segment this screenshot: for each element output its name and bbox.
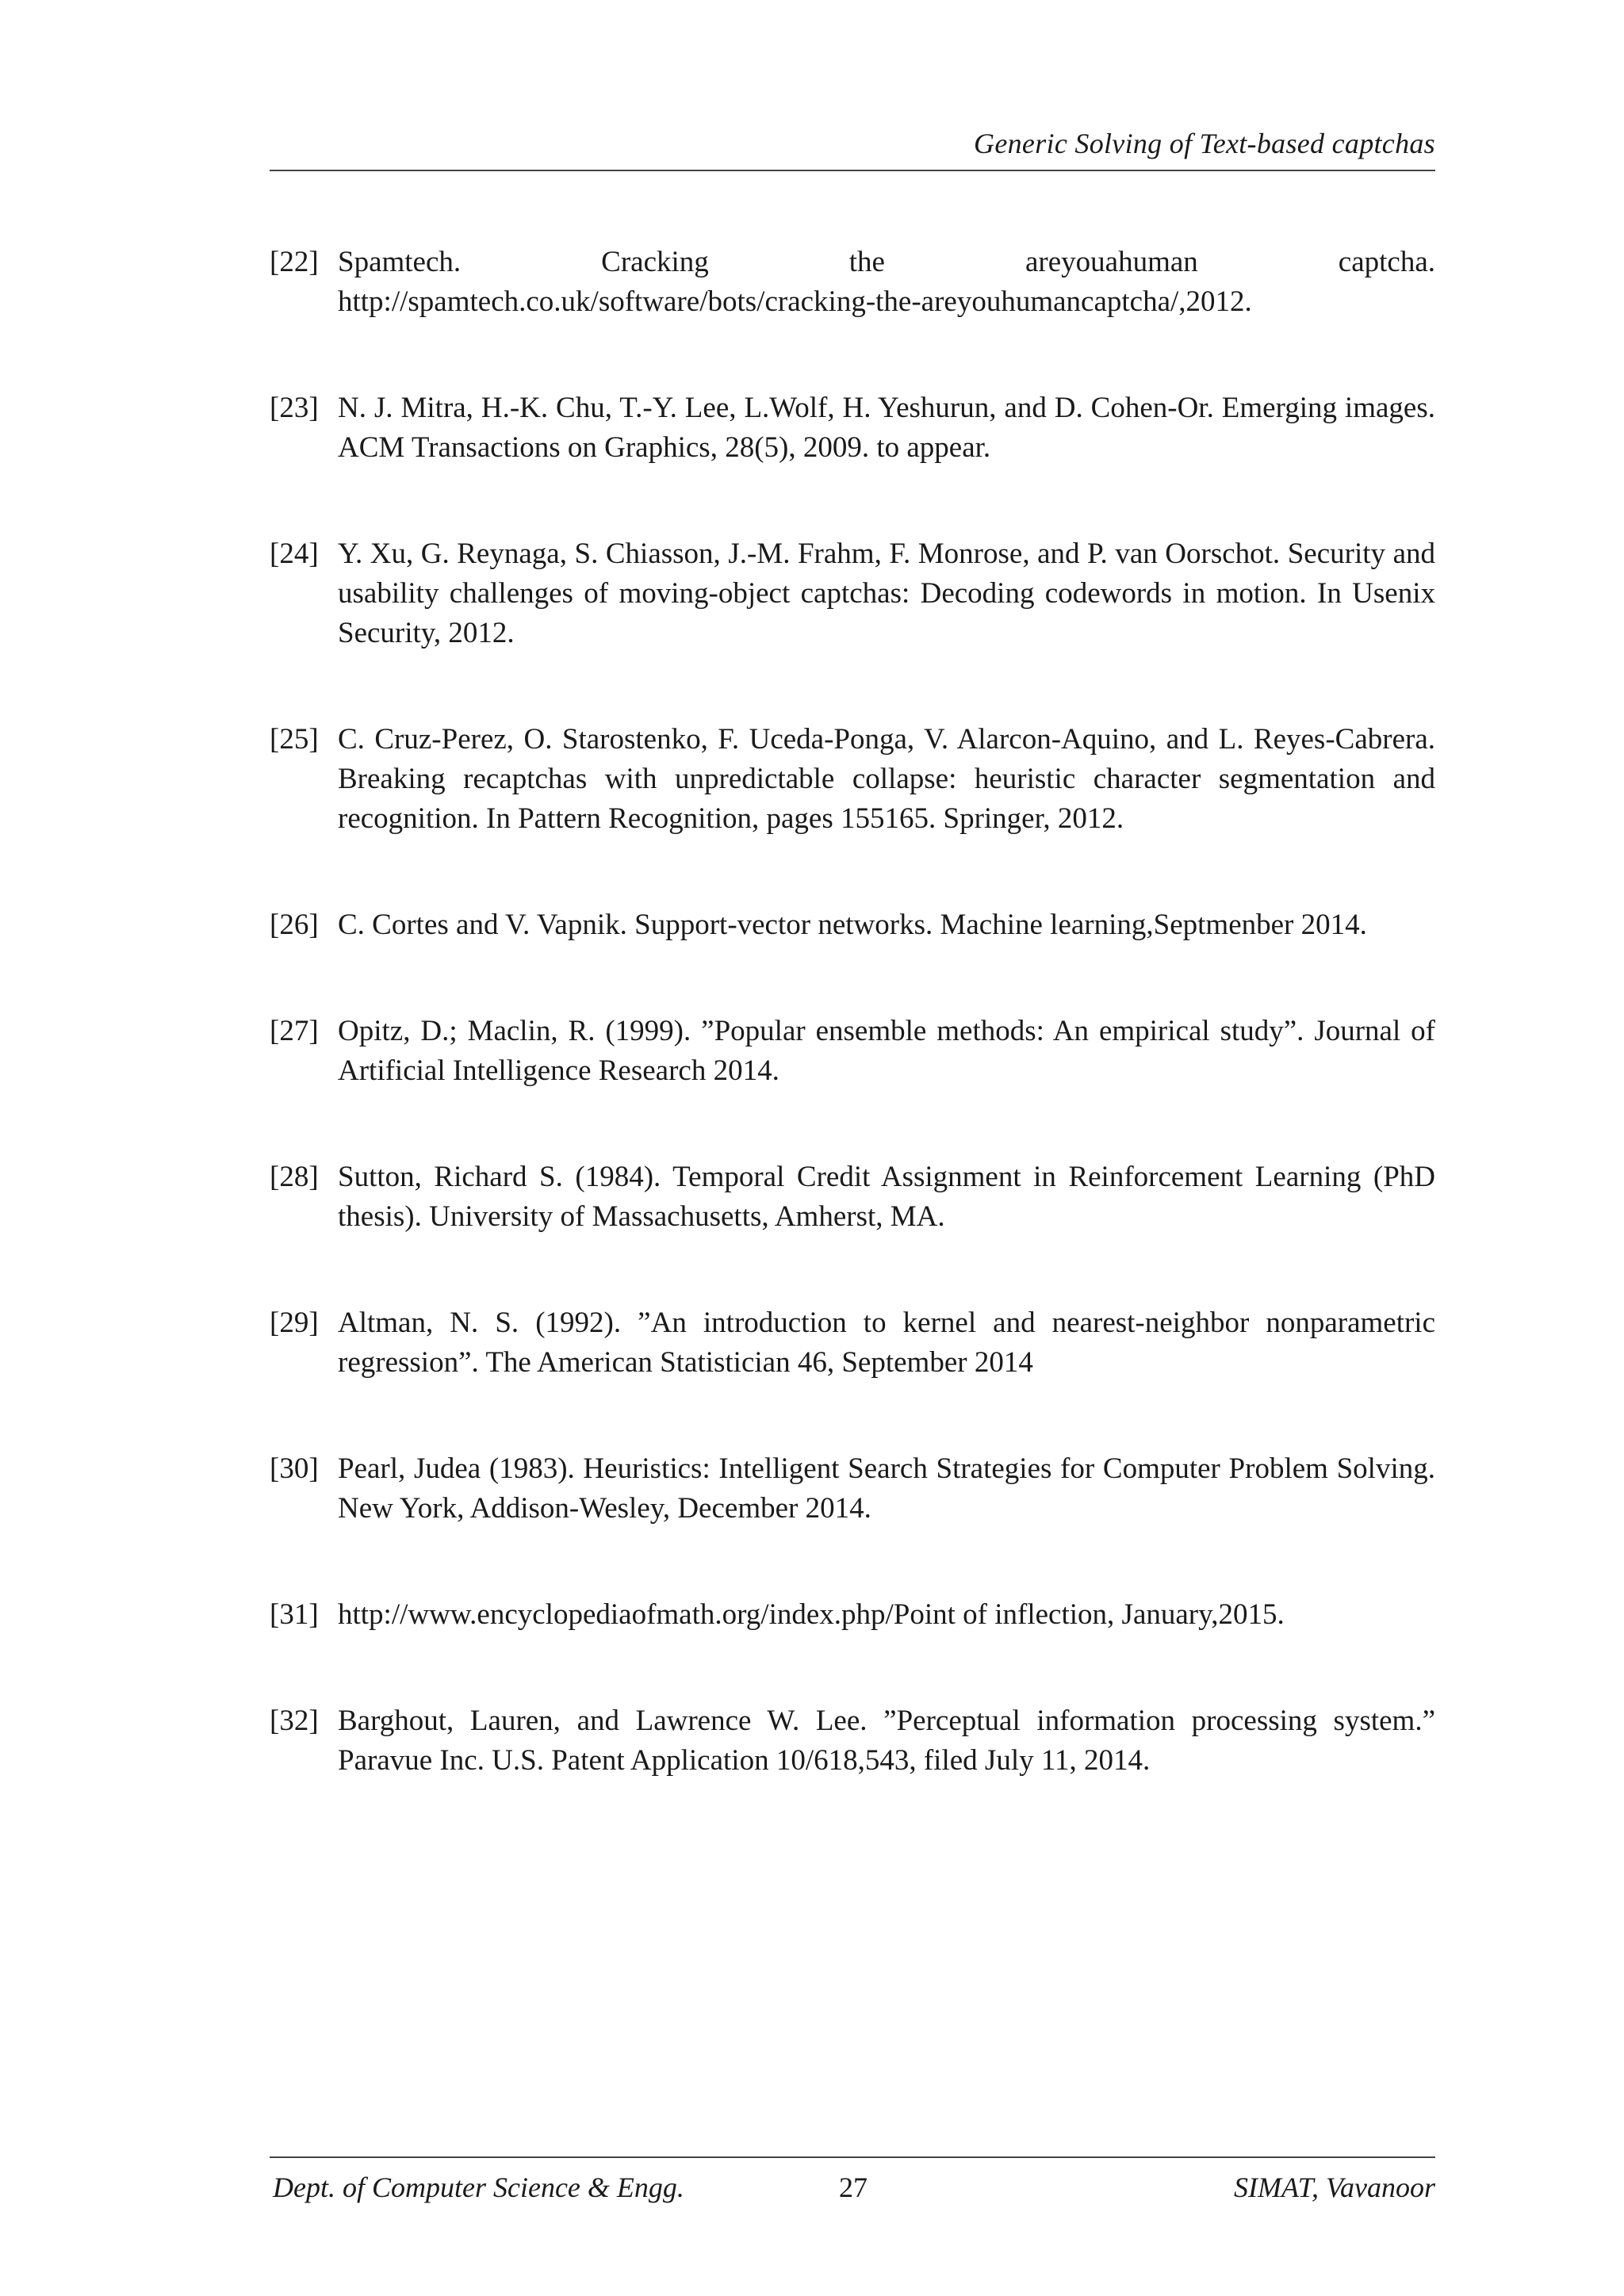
- reference-number: [22]: [270, 246, 319, 278]
- header-rule: [270, 170, 1435, 171]
- footer-institution: SIMAT, Vavanoor: [1234, 2172, 1435, 2203]
- page-footer: [270, 2171, 1435, 2210]
- reference-number: [25]: [270, 723, 319, 756]
- reference-text: Opitz, D.; Maclin, R. (1999). ”Popular ensemble methods: An empirical study”. Journal of Artificial Intelligence Research 2014.: [338, 1015, 1435, 1087]
- reference-text: C. Cortes and V. Vapnik. Support-vector networks. Machine learning,Septmenber 2014.: [338, 909, 1367, 941]
- footer-department: Dept. of Computer Science & Engg.: [273, 2172, 684, 2203]
- reference-number: [31]: [270, 1598, 319, 1631]
- reference-text: Spamtech. Cracking the areyouahuman captcha. http://spamtech.co.uk/software/bots/cracking-the-areyouhumancaptcha/,2012.: [338, 246, 1435, 318]
- reference-item: [270, 720, 1435, 839]
- reference-text: C. Cruz-Perez, O. Starostenko, F. Uceda-Ponga, V. Alarcon-Aquino, and L. Reyes-Cabrera. Breaking recaptchas with unpredictable collapse: heuristic character segmentation and recognition. In Pattern Recognition, pages 155165. Springer, 2012.: [338, 723, 1435, 835]
- reference-number: [32]: [270, 1705, 319, 1737]
- reference-item: [270, 1595, 1435, 1635]
- reference-text: Altman, N. S. (1992). ”An introduction to kernel and nearest-neighbor nonparametric regression”. The American Statistician 46, September 2014: [338, 1307, 1435, 1379]
- reference-number: [26]: [270, 909, 319, 941]
- reference-list: [270, 243, 1435, 1847]
- reference-item: [270, 1012, 1435, 1091]
- reference-number: [27]: [270, 1015, 319, 1047]
- reference-item: [270, 1449, 1435, 1529]
- reference-item: [270, 1158, 1435, 1237]
- reference-item: [270, 1701, 1435, 1781]
- reference-number: [24]: [270, 538, 319, 570]
- reference-item: [270, 1303, 1435, 1383]
- page-number: 27: [839, 2172, 868, 2203]
- reference-item: [270, 388, 1435, 468]
- reference-text: Y. Xu, G. Reynaga, S. Chiasson, J.-M. Frahm, F. Monrose, and P. van Oorschot. Security and usability challenges of moving-object captchas: Decoding codewords in motion. In Usenix Security, 2012.: [338, 538, 1435, 649]
- reference-text: Sutton, Richard S. (1984). Temporal Credit Assignment in Reinforcement Learning (PhD thesis). University of Massachusetts, Amherst, MA.: [338, 1161, 1435, 1233]
- reference-number: [30]: [270, 1452, 319, 1485]
- reference-number: [29]: [270, 1307, 319, 1339]
- reference-number: [28]: [270, 1161, 319, 1193]
- reference-number: [23]: [270, 392, 319, 424]
- reference-text: Barghout, Lauren, and Lawrence W. Lee. ”Perceptual information processing system.” Paravue Inc. U.S. Patent Application 10/618,543, filed July 11, 2014.: [338, 1705, 1435, 1777]
- reference-text: http://www.encyclopediaofmath.org/index.php/Point of inflection, January,2015.: [338, 1598, 1285, 1631]
- reference-item: [270, 905, 1435, 945]
- reference-text: Pearl, Judea (1983). Heuristics: Intelligent Search Strategies for Computer Problem Solving. New York, Addison-Wesley, December 2014.: [338, 1452, 1435, 1525]
- reference-text: N. J. Mitra, H.-K. Chu, T.-Y. Lee, L.Wolf, H. Yeshurun, and D. Cohen-Or. Emerging images. ACM Transactions on Graphics, 28(5), 2009. to appear.: [338, 392, 1435, 464]
- reference-item: [270, 534, 1435, 653]
- running-header-title: Generic Solving of Text-based captchas: [974, 128, 1435, 159]
- footer-rule: [270, 2156, 1435, 2158]
- reference-item: [270, 243, 1435, 322]
